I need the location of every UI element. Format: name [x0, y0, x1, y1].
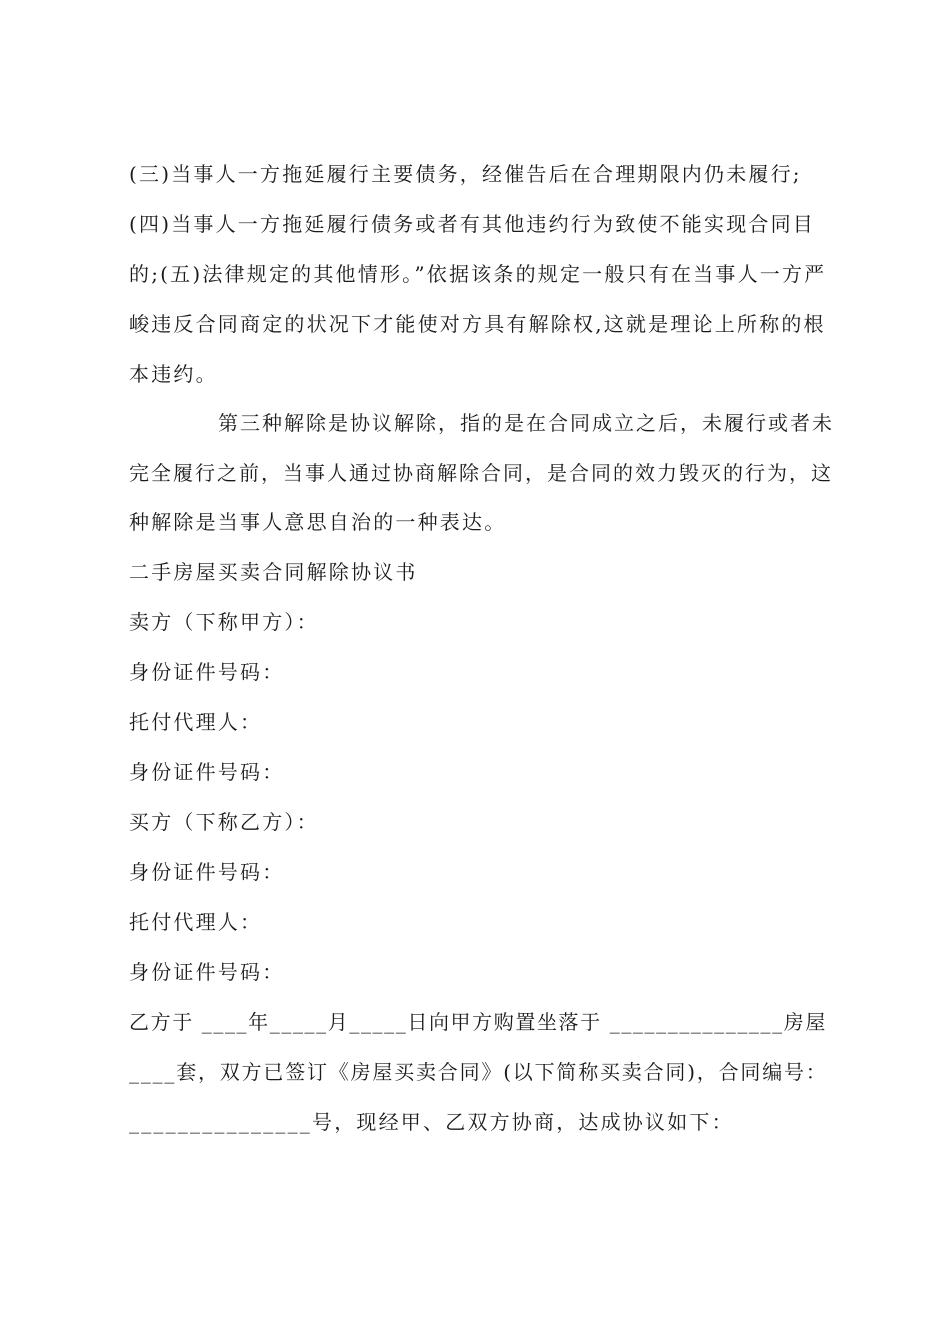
paragraph-line: 的;(五)法律规定的其他情形。”依据该条的规定一般只有在当事人一方严 [129, 262, 827, 286]
seller-agent-id-field-label: 身份证件号码： [129, 760, 285, 784]
seller-field-label: 卖方（下称甲方）： [129, 610, 319, 634]
buyer-field-label: 买方（下称乙方）： [129, 810, 319, 834]
seller-agent-field-label: 托付代理人： [129, 710, 263, 734]
paragraph-line: _______________号，现经甲、乙双方协商，达成协议如下： [129, 1110, 734, 1134]
paragraph-line: 种解除是当事人意思自治的一种表达。 [129, 510, 507, 534]
seller-id-field-label: 身份证件号码： [129, 660, 285, 684]
agreement-title: 二手房屋买卖合同解除协议书 [129, 560, 418, 584]
paragraph-line: (三)当事人一方拖延履行主要债务，经催告后在合理期限内仍未履行; [129, 162, 802, 186]
paragraph-line: 完全履行之前，当事人通过协商解除合同，是合同的效力毁灭的行为，这 [129, 461, 833, 485]
paragraph-line: (四)当事人一方拖延履行债务或者有其他违约行为致使不能实现合同目 [129, 212, 816, 236]
buyer-id-field-label: 身份证件号码： [129, 860, 285, 884]
paragraph-line: ____套，双方已签订《房屋买卖合同》(以下简称买卖合同)，合同编号： [129, 1060, 828, 1084]
buyer-agent-id-field-label: 身份证件号码： [129, 960, 285, 984]
paragraph-line: 第三种解除是协议解除，指的是在合同成立之后，未履行或者未 [218, 411, 834, 435]
paragraph-line: 乙方于 ____年_____月_____日向甲方购置坐落于 _______________房屋 [129, 1010, 827, 1034]
paragraph-line: 本违约。 [129, 362, 218, 386]
paragraph-line: 峻违反合同商定的状况下才能使对方具有解除权,这就是理论上所称的根 [129, 312, 826, 336]
buyer-agent-field-label: 托付代理人： [129, 910, 263, 934]
